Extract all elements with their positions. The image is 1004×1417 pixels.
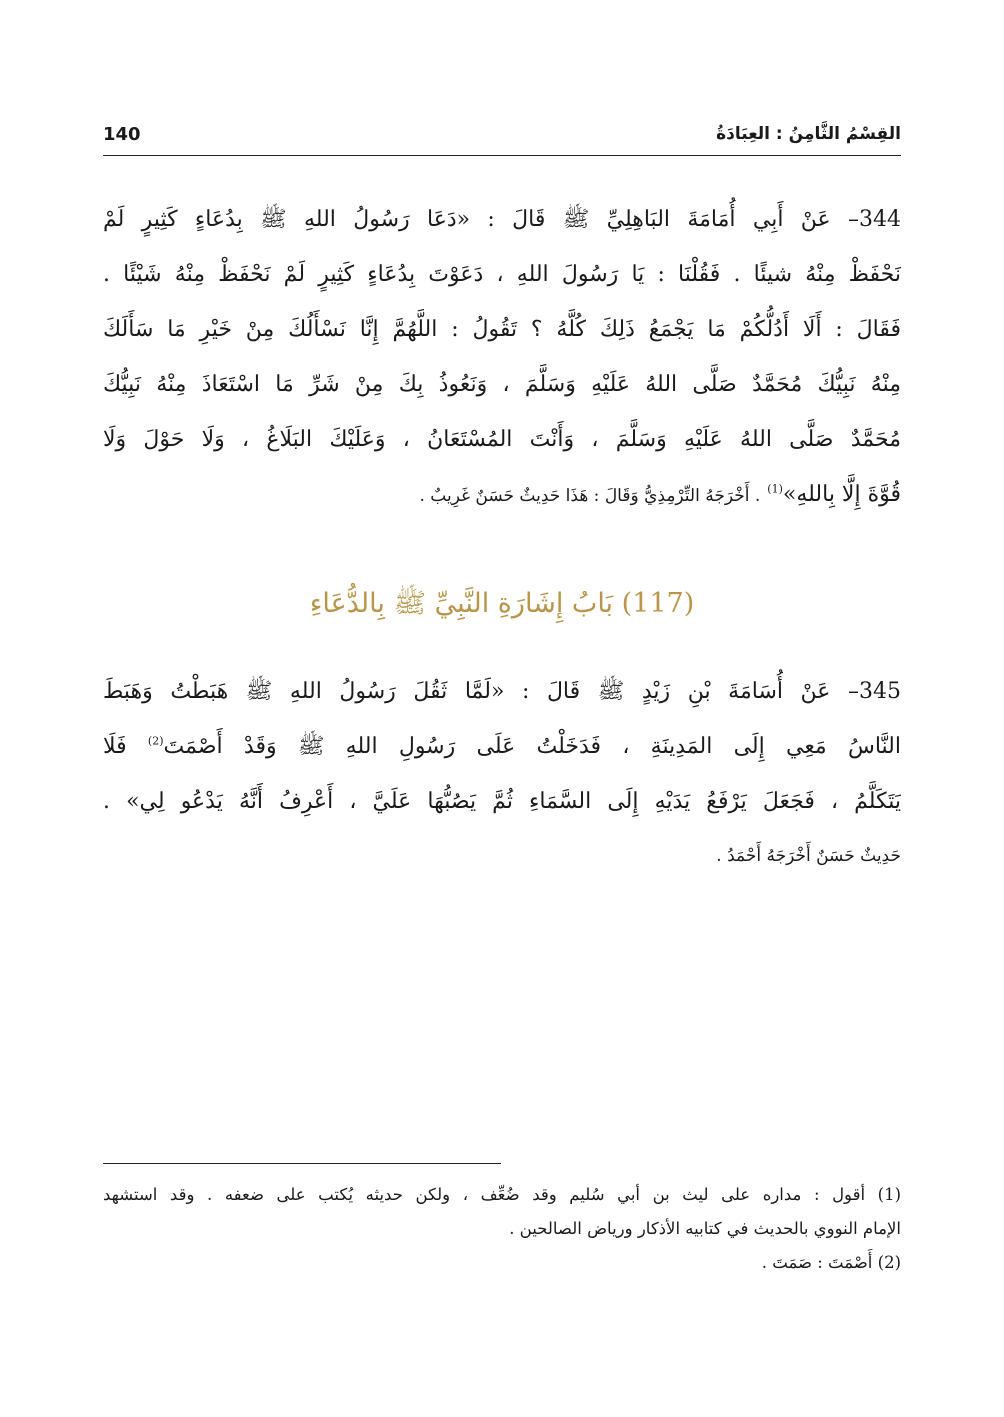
- footnote-ref-2[interactable]: (2): [147, 734, 164, 748]
- footnote-1-line-1: (1) أقول : مداره على ليث بن أبي سُليم وقد ضُعِّف ، ولكن حديثه يُكتب على ضعفه . وقد استشهد: [103, 1185, 901, 1204]
- running-header: [103, 120, 901, 154]
- hadith-344-line-2: نَحْفَظْ مِنْهُ شيئًا . فَقُلْنَا : يَا رَسُولَ اللهِ ، دَعَوْتَ بِدُعَاءٍ كَثِيرٍ لَمْ نَحْفَظْ مِنْهُ شَيْئًا .: [103, 262, 901, 287]
- hadith-345-line-2-end: فَلَا: [103, 734, 127, 759]
- footnote-2: (2) أَصْمَتَ : صَمَتَ .: [761, 1253, 901, 1272]
- hadith-344-line-4: مِنْهُ نَبِيُّكَ مُحَمَّدٌ صَلَّى اللهُ عَلَيْهِ وَسَلَّمَ ، وَنَعُوذُ بِكَ مِنْ شَرِّ مَا اسْتَعَاذَ مِنْهُ نَبِيُّكَ: [103, 372, 901, 397]
- hadith-344-line-1: 344– عَنْ أَبِي أُمَامَةَ البَاهِلِيِّ ﷺ قَالَ : «دَعَا رَسُولُ اللهِ ﷺ بِدُعَاءٍ كَثِيرٍ لَمْ: [103, 207, 901, 232]
- section-title: القِسْمُ الثَّامِنُ : العِبَادَةُ: [716, 124, 901, 144]
- hadith-345-line-2-text: النَّاسُ مَعِي إِلَى المَدِينَةِ ، فَدَخَلْتُ عَلَى رَسُولِ اللهِ ﷺ وَقَدْ أَصْمَتَ: [163, 734, 901, 759]
- hadith-344-grading: . أَخْرَجَهُ التِّرْمِذِيُّ وَقَالَ : هَذَا حَدِيثٌ حَسَنٌ غَرِيبٌ .: [419, 486, 761, 506]
- footnote-separator: [103, 1163, 501, 1164]
- footnotes: [103, 1178, 901, 1280]
- hadith-344-line-6: [103, 467, 901, 524]
- book-page: [103, 0, 901, 1417]
- hadith-345: [103, 664, 901, 884]
- hadith-345-line-3: يَتَكَلَّمُ ، فَجَعَلَ يَرْفَعُ يَدَيْهِ إِلَى السَّمَاءِ ثُمَّ يَصُبُّهَا عَلَيَّ ، أَعْرِفُ أَنَّهُ يَدْعُو لِي» .: [103, 789, 901, 814]
- hadith-344-line-3: فَقَالَ : أَلَا أَدُلُّكُمْ مَا يَجْمَعُ ذَلِكَ كُلَّهُ ؟ تَقُولُ : اللَّهُمَّ إِنَّا نَسْأَلُكَ مِنْ خَيْرِ مَا سَأَلَكَ: [103, 317, 901, 342]
- header-rule: [103, 155, 901, 156]
- footnote-1-line-2: الإمام النووي بالحديث في كتابيه الأذكار ورياض الصالحين .: [509, 1219, 901, 1238]
- hadith-344-ending: قُوَّةَ إِلَّا بِاللهِ»: [782, 482, 901, 507]
- hadith-345-line-2: [103, 719, 901, 774]
- hadith-344: [103, 192, 901, 524]
- hadith-345-grading: حَدِيثٌ حَسَنٌ أَخْرَجَهُ أَحْمَدُ .: [716, 846, 901, 866]
- hadith-345-line-1: 345– عَنْ أُسَامَةَ بْنِ زَيْدٍ ﷺ قَالَ : «لَمَّا ثَقُلَ رَسُولُ اللهِ ﷺ هَبَطْتُ وَهَبَطَ: [103, 679, 901, 704]
- chapter-heading: (117) بَابُ إِشَارَةِ النَّبِيِّ ﷺ بِالدُّعَاءِ: [309, 588, 695, 619]
- footnote-ref-1[interactable]: (1): [767, 482, 783, 496]
- hadith-344-line-5: مُحَمَّدٌ صَلَّى اللهُ عَلَيْهِ وَسَلَّمَ ، وَأَنْتَ المُسْتَعَانُ ، وَعَلَيْكَ البَلَاغُ ، وَلَا حَوْلَ وَلَا: [103, 427, 901, 452]
- page-number: 140: [103, 124, 141, 145]
